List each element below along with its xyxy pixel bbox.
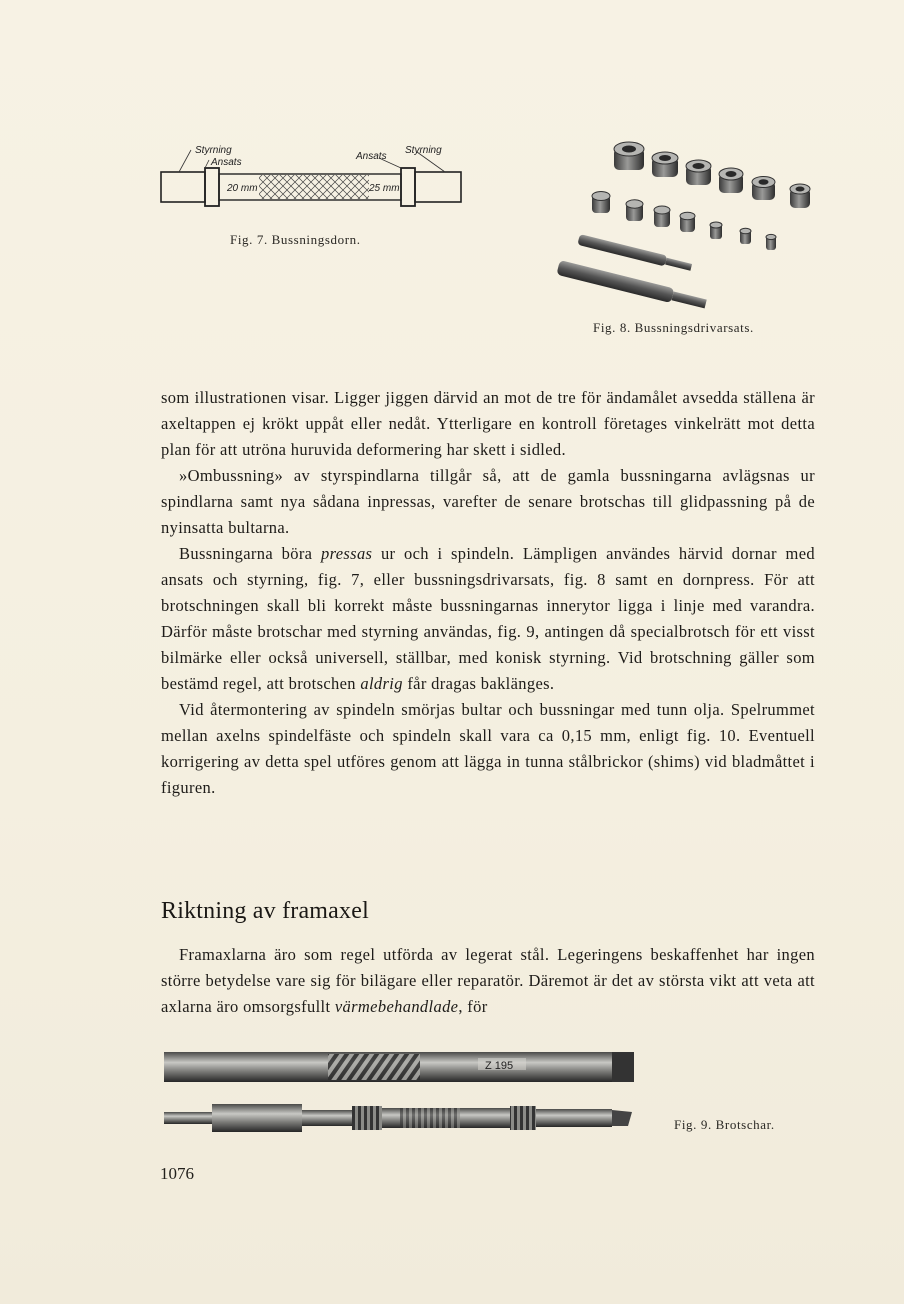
bushing-row-large (614, 142, 810, 208)
fig8-caption: Fig. 8. Bussningsdrivarsats. (593, 320, 754, 335)
fig7-label-ansats-right: Ansats (356, 151, 387, 162)
fig8-bushing-driver-set-image (552, 128, 822, 310)
tool-marking: Z 195 (485, 1060, 514, 1072)
fig7-label-ansats-left: Ansats (211, 157, 242, 168)
section-body-text (161, 942, 815, 1020)
bushing-row-small (592, 192, 776, 251)
section-paragraph-1-emphasis: värmebehandlade (334, 997, 459, 1016)
paragraph-3-part-c: får dragas baklänges. (402, 674, 555, 693)
fig7-label-styrning-left: Styrning (195, 145, 232, 156)
driver-rod-upper (577, 234, 692, 273)
section-paragraph-1 (161, 942, 815, 1020)
section-paragraph-1-part-b: , för (458, 997, 488, 1016)
fig7-caption: Fig. 7. Bussningsdorn. (230, 232, 361, 247)
fig9-caption: Fig. 9. Brotschar. (674, 1117, 775, 1132)
reamer-upper (164, 1052, 634, 1082)
fig9-reamers-image (160, 1046, 640, 1138)
body-text (161, 385, 815, 801)
paragraph-4: Vid återmontering av spindeln smörjas bultar och bussningar med tunn olja. Spelrummet mellan axelns spindelfäste och spindeln skall vara ca 0,15 mm, enligt fig. 10. Eventuell korrigering av detta spel utföres genom att lägga in tunna stålbrickor (shims) vid bladmåttet i figuren. (161, 700, 815, 797)
fig7-dim-right: 25 mm (369, 183, 400, 194)
fig7-label-styrning-right: Styrning (405, 145, 442, 156)
reamer-lower (164, 1104, 632, 1132)
paragraph-1: som illustrationen visar. Ligger jiggen därvid an mot de tre för ändamålet avsedda ställena är axeltappen ej krökt uppåt eller nedåt. Ytterligare en kontroll företages vinkelrätt mot detta plan för att utröna huruvida deformering har skett i sidled. (161, 388, 815, 459)
fig7-dim-left: 20 mm (227, 183, 258, 194)
paragraph-3-emphasis-aldrig: aldrig (360, 674, 403, 693)
paragraph-3 (161, 541, 815, 697)
section-paragraph-1-part-a: Framaxlarna äro som regel utförda av legerat stål. Legeringens beskaffenhet har ingen större betydelse vare sig för bilägare eller reparatör. Däremot är det av största vikt att veta att axlarna äro omsorgsfullt (161, 945, 815, 1016)
fig7-mandrel-drawing (155, 138, 475, 218)
page-number: 1076 (160, 1164, 194, 1183)
paragraph-2: »Ombussning» av styrspindlarna tillgår så, att de gamla bussningarna avlägsnas ur spindlarna samt nya sådana inpressas, varefter de senare brotschas till glidpassning på de nyinsatta bultarna. (161, 466, 815, 537)
paragraph-3-emphasis-pressas: pressas (320, 544, 373, 563)
paragraph-3-part-a: Bussningarna böra (179, 544, 321, 563)
section-heading: Riktning av framaxel (161, 898, 369, 924)
paragraph-3-part-b: ur och i spindeln. Lämpligen användes härvid dornar med ansats och styrning, fig. 7, eller bussningsdrivarsats, fig. 8 samt en dornpress. För att brotschningen skall bli korrekt måste bussningarnas innerytor ligga i linje med varandra. Därför måste brotschar med styrning användas, fig. 9, antingen då specialbrotsch för ett visst bilmärke eller också universell, ställbar, med konisk styrning. Vid brotschning gäller som bestämd regel, att brotschen (161, 544, 815, 693)
